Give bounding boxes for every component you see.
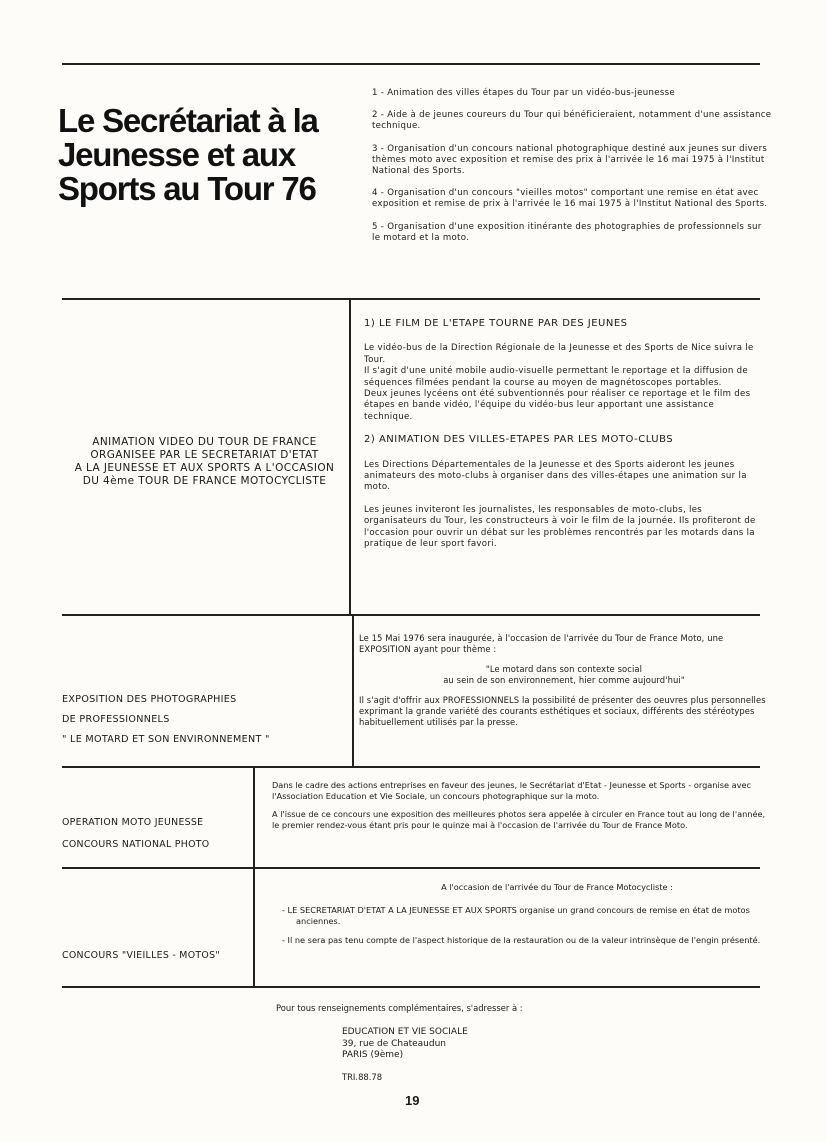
- section2-quote: au sein de son environnement, hier comme aujourd'hui": [443, 675, 685, 685]
- section1-para: Il s'agit d'une unité mobile audio-visuelle permettant le reportage et la diffusion de séquences filmées pendant la course au moyen de magnétoscopes portables.: [364, 366, 748, 388]
- address-line: 39, rue de Chateaudun: [342, 1038, 446, 1049]
- section4-item: - LE SECRETARIAT D'ETAT A LA JEUNESSE ET AUX SPORTS organise un grand concours de remise en état de motos anciennes.: [282, 905, 750, 926]
- section3-para: A l'issue de ce concours une exposition des meilleures photos sera appelée à circuler en France tout au long de l'année, le premier rendez-vous étant pris pour le quinze mai à l'occasion de l'arrivée du Tour de France Moto.: [272, 809, 766, 830]
- address-line: PARIS (9ème): [342, 1050, 404, 1060]
- section2-label-line: EXPOSITION DES PHOTOGRAPHIES: [62, 694, 237, 705]
- section3-label: [62, 817, 247, 861]
- section4-item: - Il ne sera pas tenu compte de l'aspect historique de la restauration ou de la valeur intrinsèque de l'engin présenté.: [282, 935, 761, 945]
- section1-para: Les Directions Départementales de la Jeunesse et des Sports aideront les jeunes animateurs des moto-clubs à organiser dans des villes-étapes une animation sur la moto.: [364, 459, 747, 493]
- section-divider: [349, 298, 351, 614]
- section4-lead: A l'occasion de l'arrivée du Tour de France Motocycliste :: [441, 882, 673, 892]
- section1-body: [364, 318, 764, 562]
- intro-item: 4 - Organisation d'un concours "vieilles motos" comportant une remise en état avec exposition et remise de prix à l'arrivée le 16 mai 1975 à l'Institut National des Sports.: [372, 188, 768, 210]
- section2-label-line: DE PROFESSIONNELS: [62, 714, 170, 725]
- section2-label-line: " LE MOTARD ET SON ENVIRONNEMENT ": [62, 734, 270, 745]
- section4-body: [282, 882, 772, 954]
- page-title: Le Secrétariat à la Jeunesse et aux Sports au Tour 76: [58, 102, 318, 207]
- top-rule: [62, 63, 760, 65]
- section2-label: [62, 694, 342, 754]
- intro-item: 5 - Organisation d'une exposition itinérante des photographies de professionnels sur le motard et la moto.: [372, 221, 762, 243]
- section1-para: Deux jeunes lycéens ont été subventionnés pour réaliser ce reportage et le film des étapes en bande vidéo, l'équipe du vidéo-bus leur apportant une assistance technique.: [364, 389, 751, 422]
- intro-item: 2 - Aide à de jeunes coureurs du Tour qui bénéficieraient, notamment d'une assistance technique.: [372, 110, 772, 132]
- footer-address: [342, 1027, 468, 1083]
- section-rule: [62, 614, 760, 616]
- section2-para: Il s'agit d'offrir aux PROFESSIONNELS la possibilité de présenter des oeuvres plus personnelles exprimant la grande variété des courants esthétiques et sociaux, différents des stéréotypes habituellement utilisés par la presse.: [359, 695, 766, 727]
- section1-heading1: 1) LE FILM DE L'ETAPE TOURNE PAR DES JEUNES: [364, 318, 628, 329]
- section-rule: [62, 986, 760, 988]
- section-rule: [62, 298, 760, 300]
- section-divider: [352, 614, 354, 766]
- phone-number: TRI.88.78: [342, 1071, 383, 1082]
- section3-label-line: OPERATION MOTO JEUNESSE: [62, 817, 204, 828]
- address-line: EDUCATION ET VIE SOCIALE: [342, 1027, 468, 1037]
- intro-item: 3 - Organisation d'un concours national photographique destiné aux jeunes sur divers thèmes moto avec exposition et remise des prix à l'arrivée le 16 mai 1975 à l'Institut National des Sports.: [372, 143, 768, 177]
- intro-item: 1 - Animation des villes étapes du Tour par un vidéo-bus-jeunesse: [372, 88, 675, 98]
- section1-label-line: ANIMATION VIDEO DU TOUR DE FRANCE: [92, 436, 317, 448]
- section2-quote: "Le motard dans son contexte social: [485, 664, 643, 674]
- section2-para: Le 15 Mai 1976 sera inaugurée, à l'occasion de l'arrivée du Tour de France Moto, une EXPOSITION ayant pour thème :: [359, 633, 724, 654]
- section1-heading2: 2) ANIMATION DES VILLES-ETAPES PAR LES MOTO-CLUBS: [364, 434, 674, 446]
- section1-label: [62, 436, 347, 488]
- section1-label-line: ORGANISEE PAR LE SECRETARIAT D'ETAT: [90, 449, 319, 461]
- section3-para: Dans le cadre des actions entreprises en faveur des jeunes, le Secrétariat d'Etat - Jeunesse et Sports - organise avec l'Association Education et Vie Sociale, un concours photographique sur la moto.: [272, 780, 752, 801]
- section-rule: [62, 766, 760, 768]
- section-rule: [62, 867, 760, 869]
- footer-info: Pour tous renseignements complémentaires, s'adresser à :: [276, 1003, 523, 1013]
- section3-body: [272, 780, 772, 838]
- section1-label-line: DU 4ème TOUR DE FRANCE MOTOCYCLISTE: [82, 475, 327, 487]
- section-divider: [253, 766, 255, 986]
- page-number: 19: [405, 1093, 420, 1108]
- intro-list: [372, 88, 772, 255]
- section4-label: CONCOURS "VIEILLES - MOTOS": [62, 950, 220, 961]
- section1-label-line: A LA JEUNESSE ET AUX SPORTS A L'OCCASION: [74, 462, 335, 474]
- section2-body: [359, 633, 769, 737]
- section1-para: Les jeunes inviteront les journalistes, les responsables de moto-clubs, les organisateurs du Tour, les constructeurs à voir le film de la journée. Ils profiteront de l'occasion pour ouvrir un débat sur les problèmes rencontrés par les motards dans la pratique de leur sport favori.: [364, 504, 756, 550]
- section1-para: Le vidéo-bus de la Direction Régionale de la Jeunesse et des Sports de Nice suivra le Tour.: [364, 343, 754, 365]
- section3-label-line: CONCOURS NATIONAL PHOTO: [62, 839, 210, 850]
